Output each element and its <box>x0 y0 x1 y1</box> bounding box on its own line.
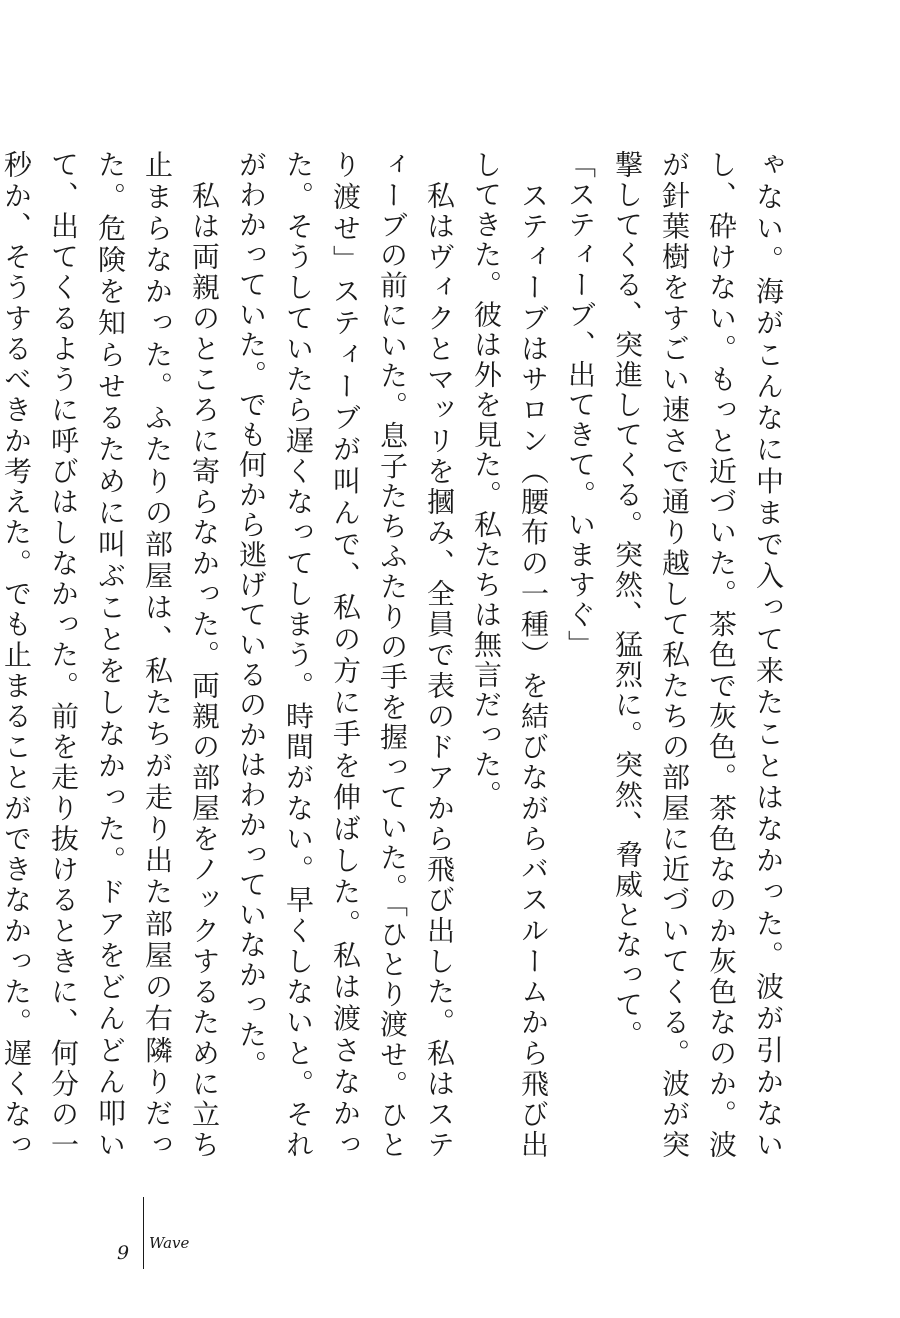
paragraph-5: 私は両親のところに寄らなかった。両親の部屋をノックするために立ち止まらなかった。ふたりの部屋は、私たちが走り出た部屋の右隣りだった。危険を知らせるために叫ぶことをしなかった。ドアをどんどん叩いて、出てくるように呼びはしなかった。前を走り抜けるときに、何分の一秒か、そうするべきか考えた。でも止まることができなかった。遅くなっ <box>0 150 221 1161</box>
footer-rule <box>143 1197 144 1269</box>
paragraph-3: スティーブはサロン（腰布の一種）を結びながらバスルームから飛び出してきた。彼は外を見た。私たちは無言だった。 <box>470 150 550 1160</box>
paragraph-4: 私はヴィクとマッリを摑み、全員で表のドアから飛び出した。私はスティーブの前にいた。息子たちふたりの手を握っていた。「ひとり渡せ。ひとり渡せ」スティーブが叫んで、私の方に手を伸ばした。私は渡さなかった。そうしていたら遅くなってしまう。時間がない。早くしないと。それがわかっていた。でも何から逃げているのかはわかっていなかった。 <box>235 150 456 1161</box>
running-head: Wave <box>149 1234 190 1252</box>
body-text <box>0 150 792 1161</box>
page-number: 9 <box>117 1242 130 1264</box>
paragraph-1: ゃない。海がこんなに中まで入って来たことはなかった。波が引かないし、砕けない。もっと近づいた。茶色で灰色。茶色なのか灰色なのか。波が針葉樹をすごい速さで通り越して私たちの部屋に近づいてくる。波が突撃してくる、突進してくる。突然、猛烈に。突然、脅威となって。 <box>611 150 785 1160</box>
paragraph-2: 「スティーブ、出てきて。いますぐ」 <box>564 150 597 660</box>
